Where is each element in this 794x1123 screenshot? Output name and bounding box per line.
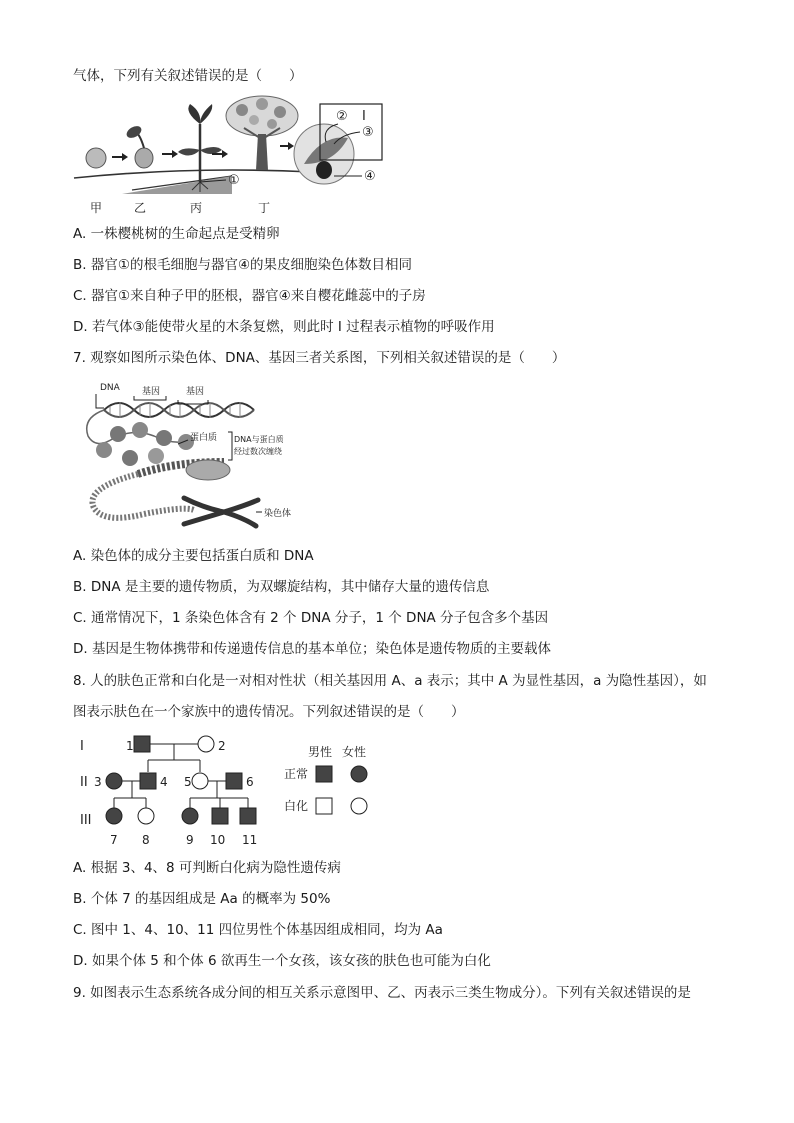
q9-stem: 9. 如图表示生态系统各成分间的相互关系示意图甲、乙、丙表示三类生物成分）。下列有关叙述错误的是 xyxy=(73,985,691,1001)
q6-option-d: D. 若气体③能使带火星的木条复燃，则此时 I 过程表示植物的呼吸作用 xyxy=(73,319,495,335)
q6-stem-tail: 气体，下列有关叙述错误的是（ ） xyxy=(73,68,303,84)
marker-3: ③ xyxy=(362,125,374,140)
label-gene-1: 基因 xyxy=(142,387,161,397)
label-note-1: DNA与蛋白质 xyxy=(234,435,284,444)
q8-stem-line-2: 图表示肤色在一个家族中的遗传情况。下列叙述错误的是（ ） xyxy=(73,704,465,720)
q7-chromosome-dna-gene-figure xyxy=(74,378,314,530)
individual-5 xyxy=(192,773,208,789)
svg-text:8: 8 xyxy=(142,833,150,847)
individual-9 xyxy=(182,808,198,824)
svg-text:11: 11 xyxy=(242,833,258,847)
individual-10 xyxy=(212,808,228,824)
individual-7 xyxy=(106,808,122,824)
svg-text:9: 9 xyxy=(186,833,194,847)
label-gene-2: 基因 xyxy=(186,387,205,397)
q7-stem: 7. 观察如图所示染色体、DNA、基因三者关系图，下列相关叙述错误的是（ ） xyxy=(73,350,566,366)
individual-4 xyxy=(140,773,156,789)
svg-text:3: 3 xyxy=(94,775,102,789)
q8-option-b: B. 个体 7 的基因组成是 Aa 的概率为 50% xyxy=(73,891,331,907)
individual-3 xyxy=(106,773,122,789)
q6-option-b: B. 器官①的根毛细胞与器官④的果皮细胞染色体数目相同 xyxy=(73,257,413,273)
gen-I: I xyxy=(80,739,84,754)
q7-option-a: A. 染色体的成分主要包括蛋白质和 DNA xyxy=(73,548,314,564)
individual-11 xyxy=(240,808,256,824)
chromosome-shape xyxy=(184,498,258,526)
individual-2 xyxy=(198,736,214,752)
q6-option-c: C. 器官①来自种子甲的胚根，器官④来自樱花雌蕊中的子房 xyxy=(73,288,426,304)
label-note-2: 经过数次缠绕 xyxy=(234,447,282,456)
legend-albino: 白化 xyxy=(284,799,309,813)
label-bing: 丙 xyxy=(190,201,203,215)
marker-2: ② xyxy=(336,109,348,124)
label-ding: 丁 xyxy=(258,201,271,215)
svg-text:7: 7 xyxy=(110,833,118,847)
q8-stem-line-1: 8. 人的肤色正常和白化是一对相对性状（相关基因用 A、a 表示；其中 A 为显性基因，a 为隐性基因），如 xyxy=(73,673,707,689)
svg-text:2: 2 xyxy=(218,739,226,753)
q8-option-a: A. 根据 3、4、8 可判断白化病为隐性遗传病 xyxy=(73,860,341,876)
individual-6 xyxy=(226,773,242,789)
q8-pedigree-figure xyxy=(76,728,376,850)
q7-option-d: D. 基因是生物体携带和传递遗传信息的基本单位；染色体是遗传物质的主要载体 xyxy=(73,641,551,657)
label-chromosome: 染色体 xyxy=(264,509,292,519)
label-protein: 蛋白质 xyxy=(190,433,218,443)
marker-1: ① xyxy=(228,173,240,188)
q8-option-c: C. 图中 1、4、10、11 四位男性个体基因组成相同，均为 Aa xyxy=(73,922,443,938)
q8-option-d: D. 如果个体 5 和个体 6 欲再生一个女孩，该女孩的肤色也可能为白化 xyxy=(73,953,491,969)
label-dna: DNA xyxy=(100,383,120,393)
marker-I: I xyxy=(362,109,366,124)
label-jia: 甲 xyxy=(90,201,103,215)
individual-1 xyxy=(134,736,150,752)
svg-text:10: 10 xyxy=(210,833,226,847)
q7-option-c: C. 通常情况下，1 条染色体含有 2 个 DNA 分子，1 个 DNA 分子包含多个基因 xyxy=(73,610,549,626)
seedling-yi xyxy=(135,148,153,168)
gen-III: III xyxy=(80,813,92,828)
q6-plant-lifecycle-figure xyxy=(72,94,392,218)
q7-option-b: B. DNA 是主要的遗传物质，为双螺旋结构，其中储存大量的遗传信息 xyxy=(73,579,490,595)
svg-text:4: 4 xyxy=(160,775,168,789)
legend-male: 男性 xyxy=(308,745,333,759)
legend-female: 女性 xyxy=(342,745,367,759)
q6-option-a: A. 一株樱桃树的生命起点是受精卵 xyxy=(73,226,280,242)
seed-jia xyxy=(86,148,106,168)
gen-II: II xyxy=(80,775,88,790)
individual-8 xyxy=(138,808,154,824)
svg-text:5: 5 xyxy=(184,775,192,789)
label-yi: 乙 xyxy=(134,201,147,215)
svg-text:6: 6 xyxy=(246,775,254,789)
legend-normal: 正常 xyxy=(284,767,309,781)
marker-4: ④ xyxy=(364,169,376,184)
svg-text:1: 1 xyxy=(126,739,134,753)
